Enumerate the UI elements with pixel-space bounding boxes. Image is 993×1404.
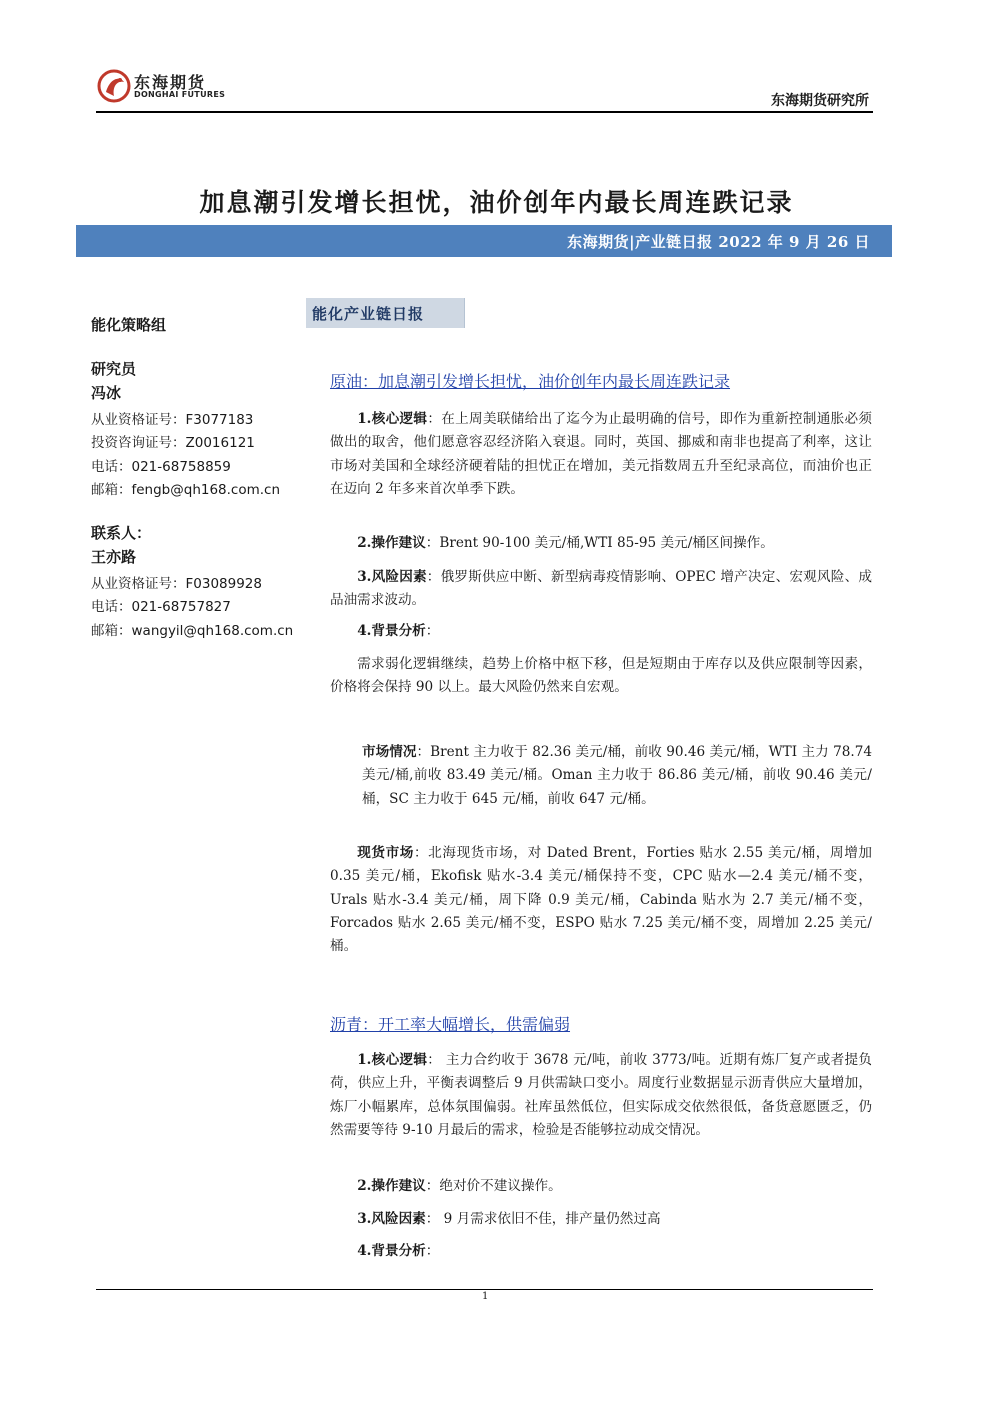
crude-bg-text: 需求弱化逻辑继续，趋势上价格中枢下移，但是短期由于库存以及供应限制等因素，价格将会保持 90 以上。最大风险仍然来自宏观。 bbox=[330, 656, 872, 696]
crude-logic bbox=[330, 408, 872, 501]
logo-cn: 东海期货 bbox=[134, 73, 207, 92]
crude-spot bbox=[330, 842, 872, 958]
report-bar bbox=[76, 225, 892, 257]
crude-market bbox=[362, 741, 872, 811]
crude-risk bbox=[330, 566, 872, 613]
crude-heading-wrap bbox=[330, 370, 872, 395]
researcher-label: 研究员 bbox=[91, 360, 137, 378]
crude-risk-text: ：俄罗斯供应中断、新型病毒疫情影响、OPEC 增产决定、宏观风险、成品油需求波动。 bbox=[330, 569, 872, 609]
asphalt-logic-label: 1.核心逻辑 bbox=[357, 1052, 428, 1068]
page-title: 加息潮引发增长担忧，油价创年内最长周连跌记录 bbox=[199, 188, 794, 217]
asphalt-op bbox=[330, 1175, 872, 1198]
report-bar-text: 东海期货|产业链日报 2022 年 9 月 26 日 bbox=[567, 233, 870, 251]
crude-logic-text: ：在上周美联储给出了迄今为止最明确的信号，即作为重新控制通胀必须做出的取舍，他们愿意容忍经济陷入衰退。同时，英国、挪威和南非也提高了利率，这让市场对美国和全球经济硬着陆的担忧正在增加，美元指数周五升至纪录高位，而油价也正在迈向 2 年多来首次单季下跌。 bbox=[330, 411, 872, 497]
asphalt-op-label: 2.操作建议 bbox=[357, 1178, 426, 1194]
contact-email[interactable]: 邮箱：wangyil@qh168.com.cn bbox=[91, 623, 294, 639]
researcher-cert: 从业资格证号：F3077183 bbox=[91, 412, 254, 428]
crude-op bbox=[330, 532, 872, 555]
researcher-advice-cert: 投资咨询证号：Z0016121 bbox=[91, 435, 255, 451]
contact-cert: 从业资格证号：F03089928 bbox=[91, 576, 262, 592]
researcher-phone: 电话：021-68758859 bbox=[91, 459, 231, 475]
asphalt-risk-label: 3.风险因素 bbox=[357, 1211, 426, 1227]
asphalt-logic bbox=[330, 1049, 872, 1142]
crude-bg bbox=[330, 620, 872, 643]
crude-op-label: 2.操作建议 bbox=[357, 535, 426, 551]
crude-bg-label: 4.背景分析 bbox=[357, 623, 426, 639]
section-tag bbox=[306, 298, 465, 328]
asphalt-heading-link[interactable]: 沥青：开工率大幅增长，供需偏弱 bbox=[330, 1015, 571, 1034]
contact-phone: 电话：021-68757827 bbox=[91, 599, 231, 615]
crude-risk-label: 3.风险因素 bbox=[357, 569, 427, 585]
company-logo bbox=[96, 66, 236, 106]
crude-market-text: ：Brent 主力收于 82.36 美元/桶，前收 90.46 美元/桶，WTI 主力 78.74 美元/桶,前收 83.49 美元/桶。Oman 主力收于 86.86 美元/桶，前收 90.46 美元/桶，SC 主力收于 645 元/桶，前收 647 元/桶。 bbox=[362, 744, 872, 807]
asphalt-bg bbox=[330, 1240, 872, 1263]
crude-op-text: ：Brent 90-100 美元/桶,WTI 85-95 美元/桶区间操作。 bbox=[425, 535, 774, 551]
asphalt-logic-text: ： 主力合约收于 3678 元/吨，前收 3773/吨。近期有炼厂复产或者提负荷，供应上升，平衡表调整后 9 月供需缺口变小。周度行业数据显示沥青供应大量增加，炼厂小幅累库，总体氛围偏弱。社库虽然低位，但实际成交依然很低，备货意愿匮乏，仍然需要等待 9-10 月最后的需求，检验是否能够拉动成交情况。 bbox=[330, 1052, 872, 1138]
crude-bg-colon: ： bbox=[425, 623, 440, 639]
crude-bg-body bbox=[330, 653, 872, 700]
logo-en: DONGHAI FUTURES bbox=[134, 90, 226, 99]
crude-heading-link[interactable]: 原油：加息潮引发增长担忧，油价创年内最长周连跌记录 bbox=[330, 372, 731, 391]
asphalt-heading-wrap bbox=[330, 1013, 872, 1038]
sidebar-group: 能化策略组 bbox=[91, 316, 167, 334]
section-tag-label: 能化产业链日报 bbox=[312, 305, 425, 323]
asphalt-op-text: ：绝对价不建议操作。 bbox=[425, 1178, 562, 1194]
page-number: 1 bbox=[482, 1291, 489, 1302]
contact-name: 王亦路 bbox=[91, 548, 137, 566]
crude-logic-label: 1.核心逻辑 bbox=[357, 411, 428, 427]
contact-label: 联系人： bbox=[91, 524, 152, 542]
asphalt-bg-colon: ： bbox=[425, 1243, 440, 1259]
crude-spot-label: 现货市场 bbox=[357, 845, 414, 861]
researcher-name: 冯冰 bbox=[91, 384, 122, 402]
crude-spot-text: ：北海现货市场，对 Dated Brent，Forties 贴水 2.55 美元/桶，周增加 0.35 美元/桶，Ekofisk 贴水-3.4 美元/桶保持不变，CPC 贴水—2.4 美元/桶不变，Urals 贴水-3.4 美元/桶，周下降 0.9 美元/桶，Cabinda 贴水为 2.7 美元/桶不变， Forcados 贴水 2.65 美元/桶不变，ESPO 贴水 7.25 美元/桶不变，周增加 2.25 美元/桶。 bbox=[330, 845, 872, 955]
institute-name: 东海期货研究所 bbox=[771, 93, 869, 109]
researcher-email[interactable]: 邮箱：fengb@qh168.com.cn bbox=[91, 482, 281, 498]
asphalt-bg-label: 4.背景分析 bbox=[357, 1243, 426, 1259]
asphalt-risk-text: ： 9 月需求依旧不佳，排产量仍然过高 bbox=[425, 1211, 661, 1227]
footer-rule bbox=[96, 1289, 873, 1290]
dragon-logo-icon bbox=[96, 66, 132, 106]
crude-market-label: 市场情况 bbox=[362, 744, 417, 760]
header-rule bbox=[96, 111, 873, 113]
asphalt-risk bbox=[330, 1208, 872, 1231]
